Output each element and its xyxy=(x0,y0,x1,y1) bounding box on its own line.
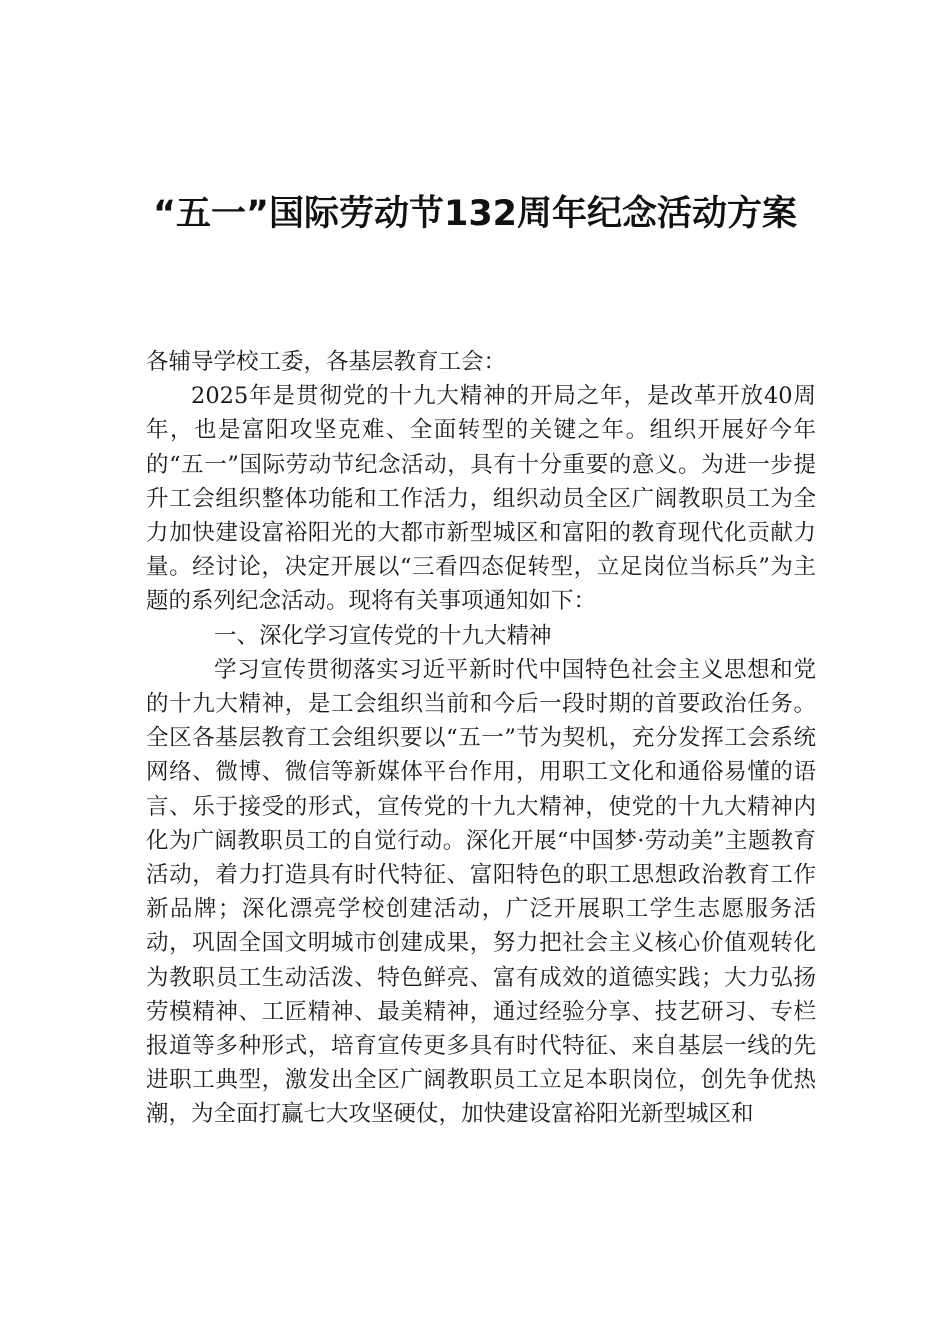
section-heading-1: 一、深化学习宣传党的十九大精神 xyxy=(214,622,552,649)
document-body xyxy=(146,345,816,1132)
paragraph-section-1: 学习宣传贯彻落实习近平新时代中国特色社会主义思想和党的十九大精神，是工会组织当前和今后一段时期的首要政治任务。全区各基层教育工会组织要以“五一”节为契机，充分发挥工会系统网络、微博、微信等新媒体平台作用，用职工文化和通俗易懂的语言、乐于接受的形式，宣传党的十九大精神，使党的十九大精神内化为广阔教职员工的自觉行动。深化开展“中国梦·劳动美”主题教育活动，着力打造具有时代特征、富阳特色的职工思想政治教育工作新品牌；深化漂亮学校创建活动，广泛开展职工学生志愿服务活动，巩固全国文明城市创建成果，努力把社会主义核心价值观转化为教职员工生动活泼、特色鲜亮、富有成效的道德实践；大力弘扬劳模精神、工匠精神、最美精神，通过经验分享、技艺研习、专栏报道等多种形式，培育宣传更多具有时代特征、来自基层一线的先进职工典型，激发出全区广阔教职员工立足本职岗位，创先争优热潮，为全面打赢七大攻坚硬仗，加快建设富裕阳光新型城区和 xyxy=(146,656,816,1128)
paragraph-intro: 2025年是贯彻党的十九大精神的开局之年，是改革开放40周年，也是富阳攻坚克难、全面转型的关键之年。组织开展好今年的“五一”国际劳动节纪念活动，具有十分重要的意义。为进一步提升工会组织整体功能和工作活力，组织动员全区广阔教职员工为全力加快建设富裕阳光的大都市新型城区和富阳的教育现代化贡献力量。经讨论，决定开展以“三看四态促转型，立足岗位当标兵”为主题的系列纪念活动。现将有关事项通知如下： xyxy=(146,383,816,615)
salutation: 各辅导学校工委，各基层教育工会： xyxy=(146,349,507,375)
document-title: “五一”国际劳动节132周年纪念活动方案 xyxy=(152,194,798,234)
